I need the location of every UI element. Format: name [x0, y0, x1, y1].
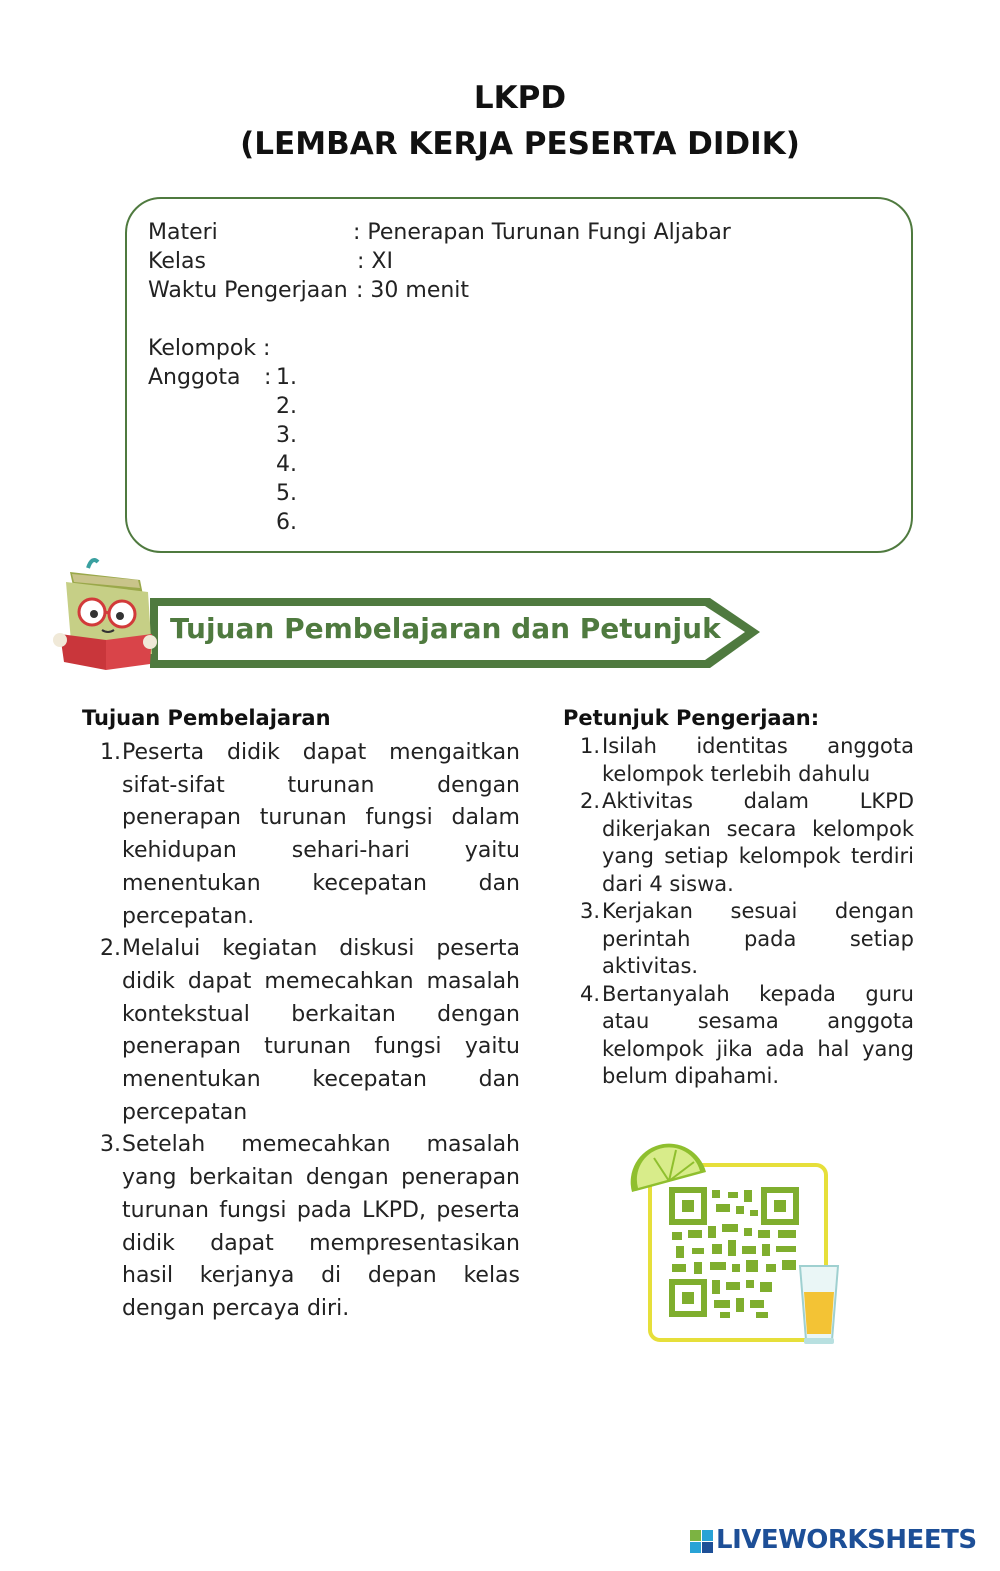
materi-value: : Penerapan Turunan Fungi Aljabar	[353, 220, 731, 245]
liveworksheets-icon	[690, 1530, 714, 1554]
kelompok-row	[148, 336, 270, 361]
list-number: 4.	[580, 981, 601, 1006]
anggota-number: 3.	[276, 423, 297, 448]
list-number: 2.	[580, 789, 601, 813]
anggota-number: 6.	[276, 510, 297, 535]
list-text: Setelah memecahkan masalah yang berkaitan dengan penerapan turunan fungsi pada LKPD, peserta didik dapat mempresentasikan hasil kerjanya di depan kelas dengan percaya diri.	[122, 1132, 520, 1321]
list-text: Kerjakan sesuai dengan perintah pada setiap aktivitas.	[602, 899, 914, 978]
page-subtitle: (LEMBAR KERJA PESERTA DIDIK)	[240, 126, 800, 162]
kelas-label: Kelas	[148, 249, 206, 274]
waktu-value: : 30 menit	[356, 278, 470, 303]
identity-box	[125, 197, 913, 553]
list-text: Aktivitas dalam LKPD dikerjakan secara kelompok yang setiap kelompok terdiri dari 4 siswa.	[602, 789, 914, 896]
qr-code-card	[628, 1140, 858, 1355]
list-number: 3.	[100, 1132, 121, 1158]
page-title: LKPD	[473, 80, 567, 116]
materi-row	[148, 220, 731, 245]
anggota-number: 1.	[276, 365, 297, 390]
tujuan-heading: Tujuan Pembelajaran	[82, 706, 331, 730]
kelas-value: : XI	[357, 249, 393, 274]
list-text: Melalui kegiatan diskusi peserta didik dapat memecahkan masalah kontekstual berkaitan dengan penerapan turunan fungsi yaitu menentukan kecepatan dan percepatan	[122, 936, 520, 1125]
list-item	[580, 788, 914, 898]
list-number: 1.	[100, 740, 121, 765]
waktu-label: Waktu Pengerjaan	[148, 278, 348, 303]
list-item	[100, 737, 520, 933]
petunjuk-heading: Petunjuk Pengerjaan:	[563, 706, 820, 730]
tujuan-list	[100, 737, 520, 1326]
kelompok-label: Kelompok :	[148, 336, 271, 361]
anggota-colon: :	[264, 365, 272, 390]
list-item	[100, 933, 520, 1129]
anggota-number: 5.	[276, 481, 297, 506]
juice-glass-icon	[800, 1266, 838, 1344]
list-item	[580, 981, 914, 1091]
list-text: Isilah identitas anggota kelompok terlebih dahulu	[602, 734, 914, 786]
petunjuk-list	[580, 733, 914, 1091]
materi-label: Materi	[148, 220, 218, 245]
brand-name: LIVEWORKSHEETS	[716, 1525, 977, 1555]
anggota-number: 2.	[276, 394, 297, 419]
anggota-number: 4.	[276, 452, 297, 477]
banner-title: Tujuan Pembelajaran dan Petunjuk	[170, 612, 721, 645]
list-text: Peserta didik dapat mengaitkan sifat-sifat turunan dengan penerapan turunan fungsi dalam kehidupan sehari-hari yaitu menentukan kecepatan dan percepatan.	[122, 740, 520, 929]
list-text: Bertanyalah kepada guru atau sesama anggota kelompok jika ada hal yang belum dipahami.	[602, 981, 914, 1088]
anggota-label: Anggota	[148, 365, 241, 390]
list-item	[580, 733, 914, 788]
list-number: 1.	[580, 734, 601, 758]
list-number: 2.	[100, 936, 121, 962]
waktu-row	[148, 278, 470, 303]
list-item	[100, 1129, 520, 1325]
book-mascot-icon	[53, 560, 157, 670]
anggota-row	[148, 365, 272, 390]
kelas-row	[148, 249, 393, 274]
list-item	[580, 898, 914, 981]
list-number: 3.	[580, 899, 601, 923]
